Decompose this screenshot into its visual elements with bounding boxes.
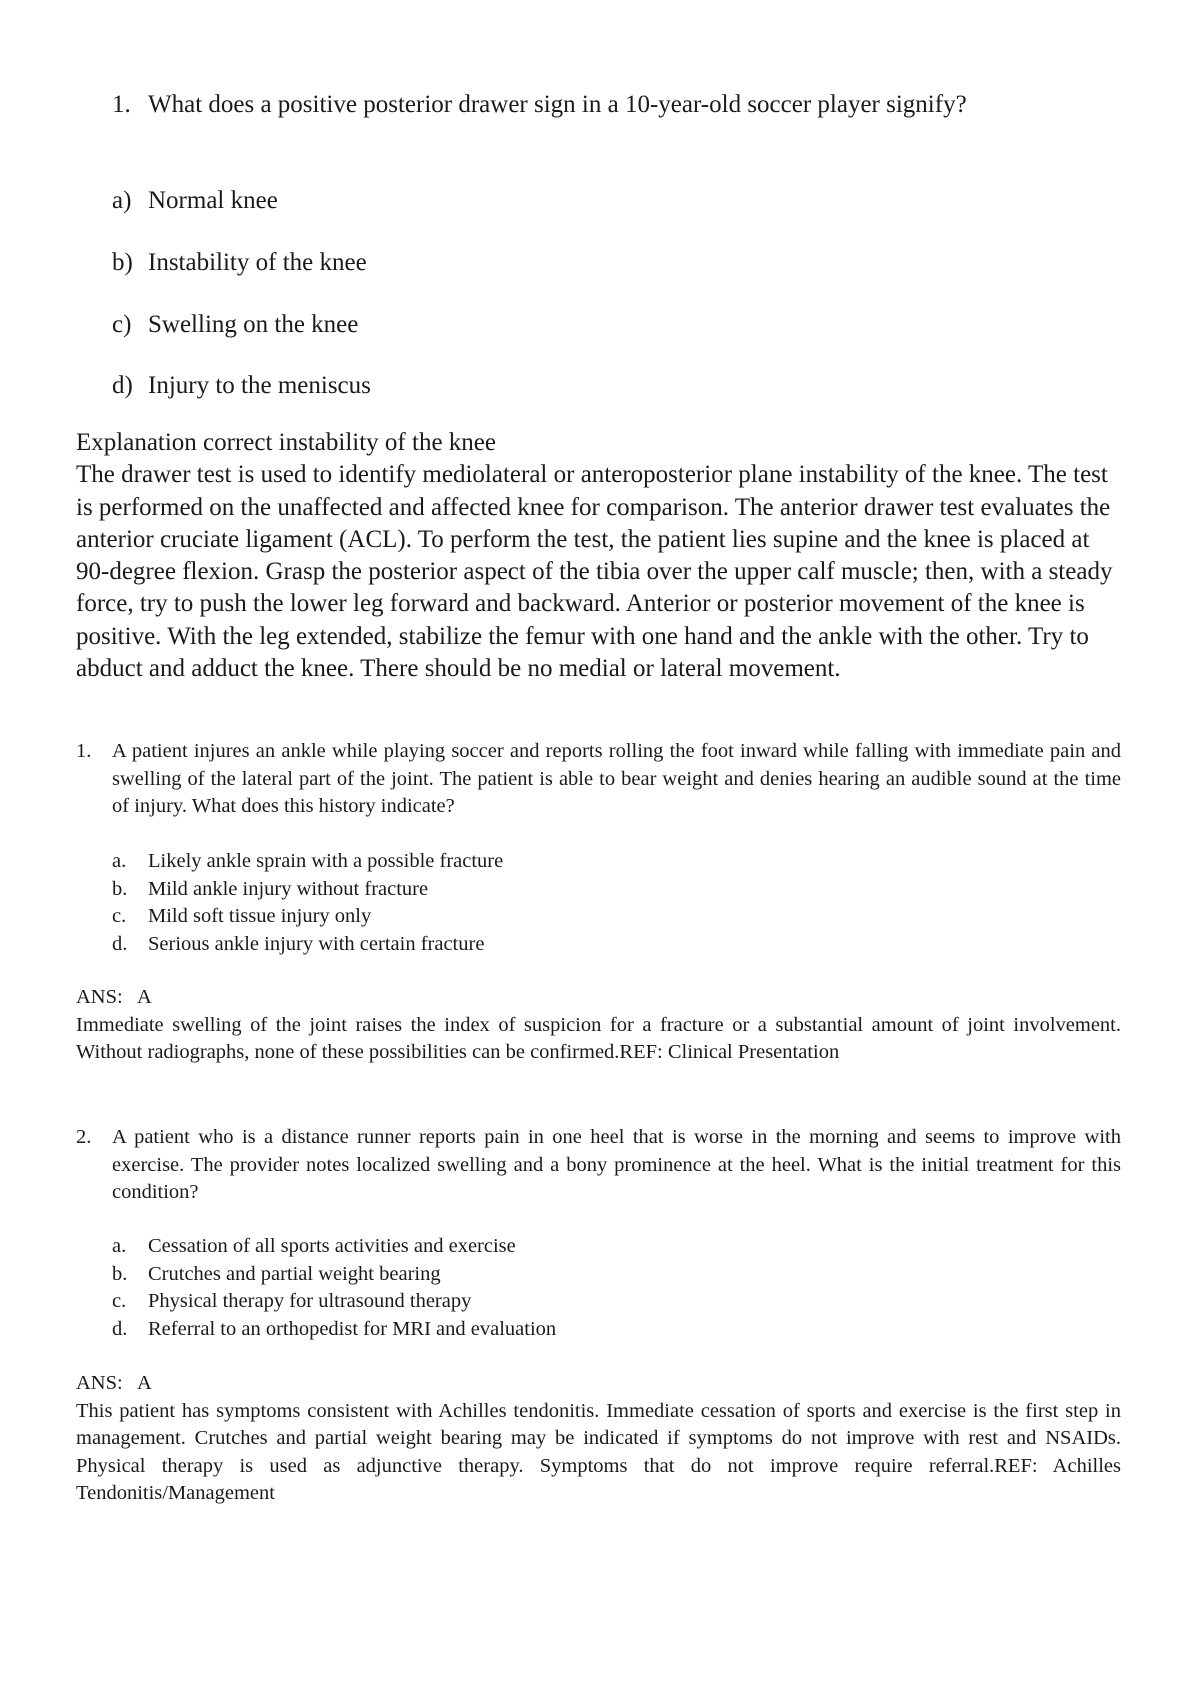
intro-explanation: [76, 427, 1126, 685]
question-stem: A patient who is a distance runner reports pain in one heel that is worse in the morning and seems to improve with exercise. The provider notes localized swelling and a bony prominence at the heel. What is the initial treatment for this condition?: [112, 1126, 1121, 1203]
intro-option-d: [112, 371, 371, 401]
explanation-title: Explanation correct instability of the knee: [76, 429, 496, 456]
option-text: Mild ankle injury without fracture: [148, 877, 429, 900]
option-text: Injury to the meniscus: [148, 372, 371, 399]
intro-option-b: [112, 248, 367, 278]
option-text: Serious ankle injury with certain fracture: [148, 932, 485, 955]
option-c: [112, 903, 503, 931]
option-b: [112, 876, 503, 904]
option-letter: c): [112, 311, 132, 338]
option-text: Cessation of all sports activities and exercise: [148, 1235, 516, 1257]
option-text: Likely ankle sprain with a possible fracture: [148, 850, 504, 872]
option-letter: b.: [112, 1262, 128, 1285]
option-text: Mild soft tissue injury only: [148, 905, 372, 927]
question-1-options: [112, 848, 503, 958]
question-1: [76, 738, 1121, 821]
option-letter: a.: [112, 850, 127, 872]
option-letter: b.: [112, 877, 128, 900]
option-letter: c.: [112, 1290, 127, 1312]
option-c: [112, 1288, 556, 1316]
question-2-answer: [76, 1370, 1121, 1508]
question-number: 1.: [76, 740, 92, 762]
intro-question-number: 1.: [112, 91, 131, 118]
answer-label: ANS:: [76, 986, 123, 1008]
answer-rationale: Immediate swelling of the joint raises the index of suspicion for a fracture or a substantial amount of joint involvement. Without radiographs, none of these possibilities can be confirmed.REF: Clinical Presentation: [76, 1013, 1121, 1063]
option-letter: c.: [112, 905, 127, 927]
intro-option-a: [112, 186, 278, 216]
question-1-answer: [76, 984, 1121, 1067]
option-text: Swelling on the knee: [148, 311, 359, 338]
answer-rationale: This patient has symptoms consistent with Achilles tendonitis. Immediate cessation of sports and exercise is the first step in management. Crutches and partial weight bearing may be indicated if symptoms do not improve with rest and NSAIDs. Physical therapy is used as adjunctive therapy. Symptoms that do not improve require referral.REF: Achilles Tendonitis/Management: [76, 1399, 1121, 1504]
option-letter: b): [112, 249, 133, 276]
option-letter: a): [112, 187, 132, 214]
option-d: [112, 931, 503, 959]
intro-question: [112, 90, 967, 120]
option-text: Normal knee: [148, 187, 278, 214]
option-a: [112, 1233, 556, 1261]
option-text: Crutches and partial weight bearing: [148, 1262, 441, 1285]
option-a: [112, 848, 503, 876]
explanation-body: The drawer test is used to identify mediolateral or anteroposterior plane instability of the knee. The test is performed on the unaffected and affected knee for comparison. The anterior drawer test evaluates the anterior cruciate ligament (ACL). To perform the test, the patient lies supine and the knee is placed at 90-degree flexion. Grasp the posterior aspect of the tibia over the upper calf muscle; then, with a steady force, try to push the lower leg forward and backward. Anterior or posterior movement of the knee is positive. With the leg extended, stabilize the femur with one hand and the ankle with the other. Try to abduct and adduct the knee. There should be no medial or lateral movement.: [76, 461, 1113, 683]
question-2: [76, 1124, 1121, 1207]
answer-line: [76, 1370, 1121, 1398]
option-b: [112, 1261, 556, 1289]
intro-question-text: What does a positive posterior drawer sign in a 10-year-old soccer player signify?: [148, 91, 967, 118]
option-letter: a.: [112, 1235, 127, 1257]
question-number: 2.: [76, 1126, 92, 1148]
answer-value: A: [136, 1372, 152, 1394]
option-d: [112, 1316, 556, 1344]
intro-option-c: [112, 310, 358, 340]
option-letter: d): [112, 372, 133, 399]
option-text: Physical therapy for ultrasound therapy: [148, 1290, 472, 1312]
option-letter: d.: [112, 1317, 128, 1340]
answer-line: [76, 984, 1121, 1012]
option-text: Instability of the knee: [148, 249, 367, 276]
option-text: Referral to an orthopedist for MRI and evaluation: [148, 1317, 557, 1340]
question-stem: A patient injures an ankle while playing soccer and reports rolling the foot inward while falling with immediate pain and swelling of the lateral part of the joint. The patient is able to bear weight and denies hearing an audible sound at the time of injury. What does this history indicate?: [112, 740, 1121, 817]
option-letter: d.: [112, 932, 128, 955]
answer-value: A: [136, 986, 152, 1008]
answer-label: ANS:: [76, 1372, 123, 1394]
question-2-options: [112, 1233, 556, 1343]
